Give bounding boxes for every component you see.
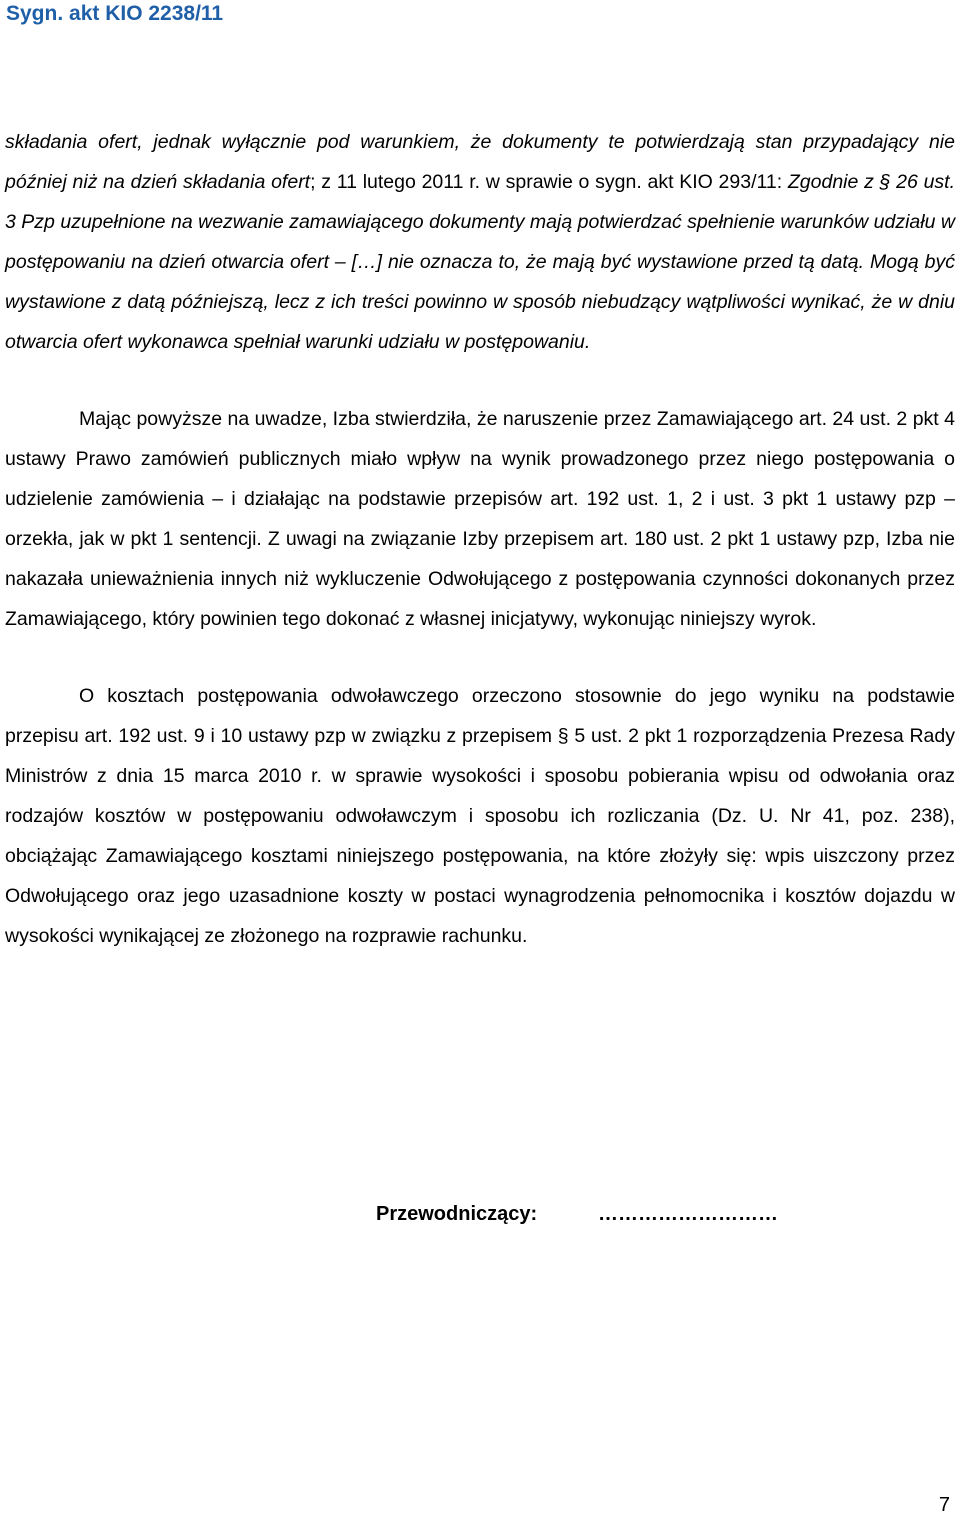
document-signature-header: Sygn. akt KIO 2238/11 <box>6 2 224 25</box>
signature-label: Przewodniczący: <box>376 1203 538 1225</box>
paragraph-costs: O kosztach postępowania odwoławczego orzeczono stosownie do jego wyniku na podstawie przepisu art. 192 ust. 9 i 10 ustawy pzp w związku z przepisem § 5 ust. 2 pkt 1 rozporządzenia Prezesa Rady Ministrów z dnia 15 marca 2010 r. w sprawie wysokości i sposobu pobierania wpisu od odwołania oraz rodzajów kosztów w postępowaniu odwoławczym i sposobu ich rozliczania (Dz. U. Nr 41, poz. 238), obciążając Zamawiającego kosztami niniejszego postępowania, na które złożyły się: wpis uiszczony przez Odwołującego oraz jego uzasadnione koszty w postaci wynagrodzenia pełnomocnika i kosztów dojazdu w wysokości wynikającej ze złożonego na rozprawie rachunku. <box>5 685 955 947</box>
citation-text-italic-1: składania ofert, jednak wyłącznie pod warunkiem, że dokumenty te potwierdzają stan przypadający nie później niż na dzień składania ofert <box>5 131 955 193</box>
document-body <box>5 122 955 956</box>
paragraph-conclusion: Mając powyższe na uwadze, Izba stwierdziła, że naruszenie przez Zamawiającego art. 24 ust. 2 pkt 4 ustawy Prawo zamówień publicznych miało wpływ na wynik prowadzonego przez niego postępowania o udzielenie zamówienia – i działając na podstawie przepisów art. 192 ust. 1, 2 i ust. 3 pkt 1 ustawy pzp – orzekła, jak w pkt 1 sentencji. Z uwagi na związanie Izby przepisem art. 180 ust. 2 pkt 1 ustawy pzp, Izba nie nakazała unieważnienia innych niż wykluczenie Odwołującego z postępowania czynności dokonanych przez Zamawiającego, który powinien tego dokonać z własnej inicjatywy, wykonując niniejszy wyrok. <box>5 408 955 630</box>
citation-text-italic-2: Zgodnie z § 26 ust. 3 Pzp uzupełnione na wezwanie zamawiającego dokumenty mają potwierdzać spełnienie warunków udziału w postępowaniu na dzień otwarcia ofert – […] nie oznacza to, że mają być wystawione przed tą datą. Mogą być wystawione z datą późniejszą, lecz z ich treści powinno w sposób niebudzący wątpliwości wynikać, że w dniu otwarcia ofert wykonawca spełniał warunki udziału w postępowaniu. <box>5 171 956 353</box>
paragraph-citation <box>5 122 955 362</box>
signature-line: ……………………… <box>598 1203 778 1225</box>
page-number: 7 <box>938 1494 950 1516</box>
citation-text-plain: ; z 11 lutego 2011 r. w sprawie o sygn. akt KIO 293/11: <box>310 171 788 193</box>
